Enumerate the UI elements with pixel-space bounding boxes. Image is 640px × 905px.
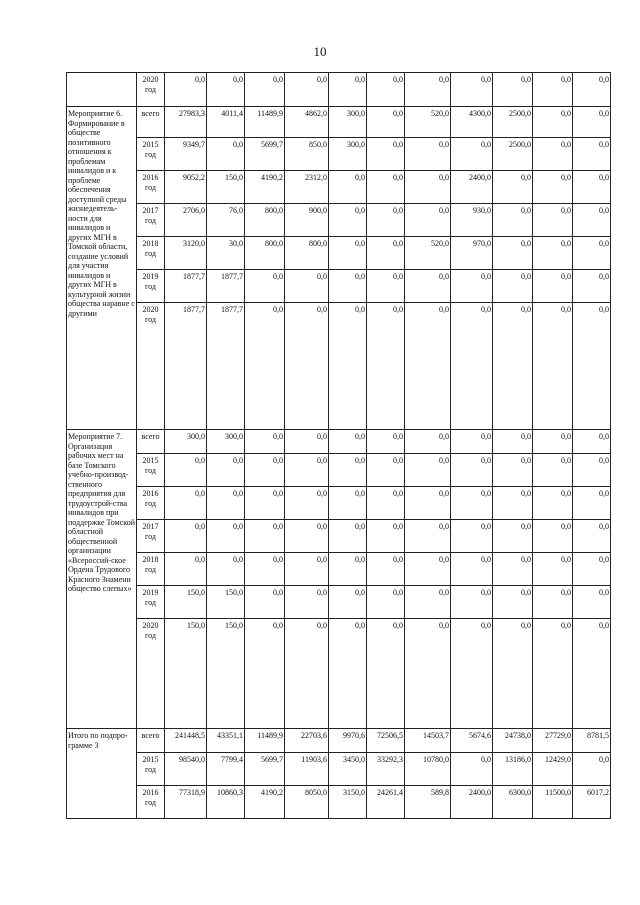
value-cell: 0,0 bbox=[405, 73, 451, 107]
value-cell: 0,0 bbox=[405, 454, 451, 487]
value-cell: 0,0 bbox=[245, 520, 285, 553]
value-cell: 43351,1 bbox=[207, 729, 245, 753]
value-cell: 9052,2 bbox=[165, 171, 207, 204]
value-cell: 2500,0 bbox=[493, 107, 533, 138]
value-cell: 0,0 bbox=[405, 619, 451, 729]
table-row bbox=[67, 553, 611, 586]
value-cell: 0,0 bbox=[245, 270, 285, 303]
value-cell: 33292,3 bbox=[367, 753, 405, 786]
activity-name-cell bbox=[67, 73, 137, 107]
table-row bbox=[67, 729, 611, 753]
value-cell: 3150,0 bbox=[329, 786, 367, 819]
value-cell: 9970,6 bbox=[329, 729, 367, 753]
value-cell: 0,0 bbox=[533, 303, 573, 430]
value-cell: 4190,2 bbox=[245, 786, 285, 819]
value-cell: 589,8 bbox=[405, 786, 451, 819]
period-cell: всего bbox=[137, 430, 165, 454]
period-cell: 2020 год bbox=[137, 73, 165, 107]
value-cell: 24261,4 bbox=[367, 786, 405, 819]
value-cell: 0,0 bbox=[573, 753, 611, 786]
period-cell: 2017 год bbox=[137, 520, 165, 553]
value-cell: 0,0 bbox=[493, 454, 533, 487]
period-cell: всего bbox=[137, 107, 165, 138]
period-cell: 2015 год bbox=[137, 454, 165, 487]
activity-name-cell: Мероприятие 7. Организация рабочих мест на базе Томского учебно-производ-ственного предприятия для трудоустрой-ства инвалидов при поддержке Томской областной общественной организации «Всероссий-ское Ордена Трудового Красного Знамени общество слепых» bbox=[67, 430, 137, 729]
value-cell: 0,0 bbox=[405, 270, 451, 303]
value-cell: 0,0 bbox=[367, 430, 405, 454]
value-cell: 0,0 bbox=[573, 73, 611, 107]
value-cell: 0,0 bbox=[405, 430, 451, 454]
value-cell: 2312,0 bbox=[285, 171, 329, 204]
table-row bbox=[67, 204, 611, 237]
value-cell: 300,0 bbox=[329, 107, 367, 138]
value-cell: 0,0 bbox=[451, 487, 493, 520]
table-row bbox=[67, 107, 611, 138]
value-cell: 1877,7 bbox=[207, 270, 245, 303]
value-cell: 0,0 bbox=[367, 454, 405, 487]
value-cell: 12429,0 bbox=[533, 753, 573, 786]
value-cell: 0,0 bbox=[405, 138, 451, 171]
value-cell: 0,0 bbox=[573, 138, 611, 171]
value-cell: 11489,9 bbox=[245, 107, 285, 138]
value-cell: 0,0 bbox=[533, 430, 573, 454]
value-cell: 0,0 bbox=[245, 303, 285, 430]
value-cell: 0,0 bbox=[367, 73, 405, 107]
value-cell: 0,0 bbox=[451, 520, 493, 553]
value-cell: 5674,6 bbox=[451, 729, 493, 753]
value-cell: 0,0 bbox=[573, 107, 611, 138]
value-cell: 0,0 bbox=[533, 138, 573, 171]
value-cell: 5699,7 bbox=[245, 753, 285, 786]
value-cell: 6017,2 bbox=[573, 786, 611, 819]
value-cell: 850,0 bbox=[285, 138, 329, 171]
value-cell: 0,0 bbox=[533, 171, 573, 204]
value-cell: 0,0 bbox=[367, 520, 405, 553]
value-cell: 0,0 bbox=[533, 237, 573, 270]
value-cell: 0,0 bbox=[573, 270, 611, 303]
period-cell: 2018 год bbox=[137, 553, 165, 586]
value-cell: 0,0 bbox=[493, 619, 533, 729]
value-cell: 10780,0 bbox=[405, 753, 451, 786]
value-cell: 0,0 bbox=[493, 487, 533, 520]
period-cell: 2015 год bbox=[137, 753, 165, 786]
value-cell: 0,0 bbox=[573, 553, 611, 586]
value-cell: 0,0 bbox=[329, 303, 367, 430]
value-cell: 0,0 bbox=[573, 586, 611, 619]
value-cell: 0,0 bbox=[165, 520, 207, 553]
value-cell: 0,0 bbox=[329, 270, 367, 303]
period-cell: 2020 год bbox=[137, 303, 165, 430]
table-row bbox=[67, 73, 611, 107]
value-cell: 10860,3 bbox=[207, 786, 245, 819]
page-number: 10 bbox=[313, 44, 327, 59]
value-cell: 800,0 bbox=[285, 237, 329, 270]
value-cell: 0,0 bbox=[573, 237, 611, 270]
value-cell: 0,0 bbox=[493, 553, 533, 586]
value-cell: 0,0 bbox=[493, 303, 533, 430]
value-cell: 0,0 bbox=[493, 430, 533, 454]
value-cell: 0,0 bbox=[493, 204, 533, 237]
value-cell: 0,0 bbox=[451, 430, 493, 454]
period-cell: 2018 год bbox=[137, 237, 165, 270]
table-row bbox=[67, 753, 611, 786]
value-cell: 0,0 bbox=[493, 270, 533, 303]
value-cell: 300,0 bbox=[165, 430, 207, 454]
value-cell: 0,0 bbox=[367, 553, 405, 586]
table-row bbox=[67, 454, 611, 487]
value-cell: 0,0 bbox=[451, 553, 493, 586]
value-cell: 2400,0 bbox=[451, 171, 493, 204]
value-cell: 0,0 bbox=[367, 586, 405, 619]
value-cell: 0,0 bbox=[245, 454, 285, 487]
value-cell: 520,0 bbox=[405, 107, 451, 138]
value-cell: 7799,4 bbox=[207, 753, 245, 786]
value-cell: 0,0 bbox=[245, 73, 285, 107]
value-cell: 11489,9 bbox=[245, 729, 285, 753]
value-cell: 8781,5 bbox=[573, 729, 611, 753]
value-cell: 0,0 bbox=[329, 171, 367, 204]
period-cell: 2016 год bbox=[137, 487, 165, 520]
table-row bbox=[67, 619, 611, 729]
value-cell: 150,0 bbox=[207, 586, 245, 619]
value-cell: 0,0 bbox=[451, 454, 493, 487]
value-cell: 0,0 bbox=[493, 73, 533, 107]
value-cell: 1877,7 bbox=[165, 303, 207, 430]
value-cell: 0,0 bbox=[165, 553, 207, 586]
value-cell: 900,0 bbox=[285, 204, 329, 237]
value-cell: 72506,5 bbox=[367, 729, 405, 753]
value-cell: 0,0 bbox=[367, 270, 405, 303]
value-cell: 0,0 bbox=[405, 171, 451, 204]
value-cell: 0,0 bbox=[533, 73, 573, 107]
value-cell: 0,0 bbox=[329, 454, 367, 487]
table-row bbox=[67, 520, 611, 553]
value-cell: 0,0 bbox=[405, 553, 451, 586]
table-row bbox=[67, 303, 611, 430]
value-cell: 0,0 bbox=[533, 204, 573, 237]
value-cell: 0,0 bbox=[493, 237, 533, 270]
table-row bbox=[67, 237, 611, 270]
value-cell: 0,0 bbox=[367, 303, 405, 430]
table-row bbox=[67, 171, 611, 204]
value-cell: 0,0 bbox=[367, 204, 405, 237]
table-row bbox=[67, 430, 611, 454]
value-cell: 520,0 bbox=[405, 237, 451, 270]
value-cell: 76,0 bbox=[207, 204, 245, 237]
period-cell: 2016 год bbox=[137, 786, 165, 819]
period-cell: 2019 год bbox=[137, 270, 165, 303]
value-cell: 150,0 bbox=[165, 586, 207, 619]
value-cell: 0,0 bbox=[573, 520, 611, 553]
value-cell: 0,0 bbox=[533, 619, 573, 729]
value-cell: 0,0 bbox=[207, 487, 245, 520]
value-cell: 0,0 bbox=[533, 270, 573, 303]
value-cell: 5699,7 bbox=[245, 138, 285, 171]
value-cell: 0,0 bbox=[329, 586, 367, 619]
value-cell: 11903,6 bbox=[285, 753, 329, 786]
value-cell: 27983,3 bbox=[165, 107, 207, 138]
value-cell: 0,0 bbox=[329, 619, 367, 729]
value-cell: 22703,6 bbox=[285, 729, 329, 753]
value-cell: 0,0 bbox=[533, 520, 573, 553]
value-cell: 27729,0 bbox=[533, 729, 573, 753]
value-cell: 0,0 bbox=[329, 520, 367, 553]
value-cell: 0,0 bbox=[367, 487, 405, 520]
value-cell: 0,0 bbox=[285, 619, 329, 729]
table-row bbox=[67, 270, 611, 303]
value-cell: 0,0 bbox=[405, 487, 451, 520]
value-cell: 0,0 bbox=[405, 303, 451, 430]
value-cell: 2500,0 bbox=[493, 138, 533, 171]
value-cell: 24738,0 bbox=[493, 729, 533, 753]
value-cell: 800,0 bbox=[245, 204, 285, 237]
value-cell: 0,0 bbox=[573, 619, 611, 729]
value-cell: 0,0 bbox=[451, 619, 493, 729]
value-cell: 1877,7 bbox=[207, 303, 245, 430]
value-cell: 970,0 bbox=[451, 237, 493, 270]
activity-name-cell: Мероприятие 6. Формирование в обществе позитивного отношения к проблемам инвалидов и к проблеме обеспечения доступной среды жизнедеятель-ности для инвалидов и других МГН в Томской области, создание условий для участия инвалидов и других МГН в культурной жизни общества наравне с другими bbox=[67, 107, 137, 430]
table-row bbox=[67, 487, 611, 520]
period-cell: 2015 год bbox=[137, 138, 165, 171]
value-cell: 0,0 bbox=[207, 454, 245, 487]
value-cell: 3120,0 bbox=[165, 237, 207, 270]
value-cell: 0,0 bbox=[405, 520, 451, 553]
value-cell: 6300,0 bbox=[493, 786, 533, 819]
value-cell: 3450,0 bbox=[329, 753, 367, 786]
value-cell: 150,0 bbox=[207, 619, 245, 729]
value-cell: 0,0 bbox=[245, 619, 285, 729]
value-cell: 0,0 bbox=[573, 303, 611, 430]
table-row bbox=[67, 138, 611, 171]
value-cell: 0,0 bbox=[367, 171, 405, 204]
value-cell: 0,0 bbox=[493, 171, 533, 204]
value-cell: 77318,9 bbox=[165, 786, 207, 819]
value-cell: 2706,0 bbox=[165, 204, 207, 237]
value-cell: 0,0 bbox=[573, 171, 611, 204]
value-cell: 0,0 bbox=[285, 487, 329, 520]
value-cell: 11500,0 bbox=[533, 786, 573, 819]
value-cell: 0,0 bbox=[207, 553, 245, 586]
value-cell: 8050,0 bbox=[285, 786, 329, 819]
value-cell: 0,0 bbox=[533, 107, 573, 138]
value-cell: 0,0 bbox=[367, 138, 405, 171]
value-cell: 0,0 bbox=[533, 586, 573, 619]
value-cell: 0,0 bbox=[285, 553, 329, 586]
value-cell: 0,0 bbox=[451, 586, 493, 619]
value-cell: 0,0 bbox=[367, 107, 405, 138]
value-cell: 0,0 bbox=[329, 73, 367, 107]
value-cell: 0,0 bbox=[285, 270, 329, 303]
budget-table bbox=[66, 72, 611, 819]
value-cell: 0,0 bbox=[367, 619, 405, 729]
value-cell: 241448,5 bbox=[165, 729, 207, 753]
value-cell: 930,0 bbox=[451, 204, 493, 237]
value-cell: 0,0 bbox=[245, 553, 285, 586]
value-cell: 150,0 bbox=[207, 171, 245, 204]
value-cell: 0,0 bbox=[245, 487, 285, 520]
value-cell: 0,0 bbox=[451, 270, 493, 303]
value-cell: 0,0 bbox=[573, 204, 611, 237]
value-cell: 4862,0 bbox=[285, 107, 329, 138]
value-cell: 0,0 bbox=[493, 586, 533, 619]
value-cell: 0,0 bbox=[451, 753, 493, 786]
value-cell: 0,0 bbox=[329, 430, 367, 454]
value-cell: 0,0 bbox=[285, 520, 329, 553]
value-cell: 0,0 bbox=[573, 487, 611, 520]
value-cell: 0,0 bbox=[285, 586, 329, 619]
value-cell: 300,0 bbox=[329, 138, 367, 171]
value-cell: 0,0 bbox=[533, 454, 573, 487]
value-cell: 300,0 bbox=[207, 430, 245, 454]
value-cell: 0,0 bbox=[405, 586, 451, 619]
value-cell: 0,0 bbox=[329, 553, 367, 586]
period-cell: 2020 год bbox=[137, 619, 165, 729]
period-cell: всего bbox=[137, 729, 165, 753]
value-cell: 0,0 bbox=[329, 487, 367, 520]
value-cell: 0,0 bbox=[451, 138, 493, 171]
value-cell: 0,0 bbox=[285, 454, 329, 487]
value-cell: 2400,0 bbox=[451, 786, 493, 819]
value-cell: 0,0 bbox=[329, 204, 367, 237]
value-cell: 150,0 bbox=[165, 619, 207, 729]
table-row bbox=[67, 786, 611, 819]
value-cell: 0,0 bbox=[285, 430, 329, 454]
value-cell: 14503,7 bbox=[405, 729, 451, 753]
period-cell: 2017 год bbox=[137, 204, 165, 237]
value-cell: 98540,0 bbox=[165, 753, 207, 786]
value-cell: 0,0 bbox=[573, 454, 611, 487]
value-cell: 0,0 bbox=[405, 204, 451, 237]
period-cell: 2016 год bbox=[137, 171, 165, 204]
value-cell: 4190,2 bbox=[245, 171, 285, 204]
value-cell: 800,0 bbox=[245, 237, 285, 270]
value-cell: 0,0 bbox=[451, 303, 493, 430]
value-cell: 0,0 bbox=[451, 73, 493, 107]
value-cell: 0,0 bbox=[245, 586, 285, 619]
value-cell: 0,0 bbox=[165, 73, 207, 107]
period-cell: 2019 год bbox=[137, 586, 165, 619]
value-cell: 0,0 bbox=[285, 303, 329, 430]
activity-name-cell: Итого по подпро-грамме 3 bbox=[67, 729, 137, 819]
value-cell: 4300,0 bbox=[451, 107, 493, 138]
value-cell: 0,0 bbox=[493, 520, 533, 553]
value-cell: 0,0 bbox=[533, 487, 573, 520]
value-cell: 0,0 bbox=[573, 430, 611, 454]
value-cell: 0,0 bbox=[367, 237, 405, 270]
value-cell: 0,0 bbox=[533, 553, 573, 586]
value-cell: 9349,7 bbox=[165, 138, 207, 171]
value-cell: 0,0 bbox=[207, 520, 245, 553]
value-cell: 0,0 bbox=[207, 73, 245, 107]
value-cell: 0,0 bbox=[285, 73, 329, 107]
value-cell: 0,0 bbox=[165, 487, 207, 520]
value-cell: 0,0 bbox=[329, 237, 367, 270]
value-cell: 30,0 bbox=[207, 237, 245, 270]
value-cell: 0,0 bbox=[165, 454, 207, 487]
value-cell: 0,0 bbox=[207, 138, 245, 171]
table-row bbox=[67, 586, 611, 619]
value-cell: 4011,4 bbox=[207, 107, 245, 138]
value-cell: 1877,7 bbox=[165, 270, 207, 303]
value-cell: 13186,0 bbox=[493, 753, 533, 786]
value-cell: 0,0 bbox=[245, 430, 285, 454]
